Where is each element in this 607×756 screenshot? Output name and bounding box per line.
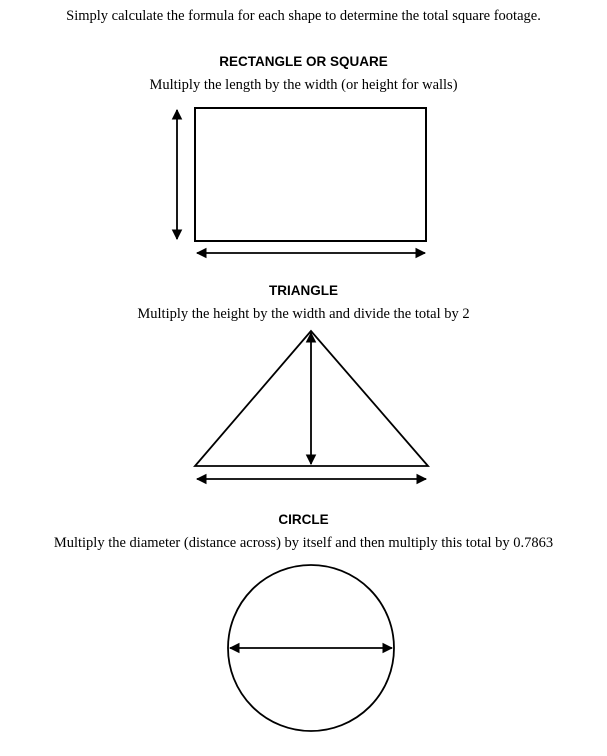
circle-description: Multiply the diameter (distance across) by itself and then multiply this total by 0.7863 <box>53 535 554 551</box>
intro-text: Simply calculate the formula for each shape to determine the total square footage. <box>66 8 541 24</box>
rectangle-heading: RECTANGLE OR SQUARE <box>219 54 388 69</box>
rectangle-description: Multiply the length by the width (or height for walls) <box>149 77 458 93</box>
triangle-heading: TRIANGLE <box>269 283 338 298</box>
triangle-diagram <box>195 331 428 479</box>
circle-heading: CIRCLE <box>278 512 329 527</box>
rectangle-shape <box>195 108 426 241</box>
triangle-description: Multiply the height by the width and divide the total by 2 <box>137 306 470 322</box>
rectangle-diagram <box>177 108 426 253</box>
circle-diagram <box>228 565 394 731</box>
